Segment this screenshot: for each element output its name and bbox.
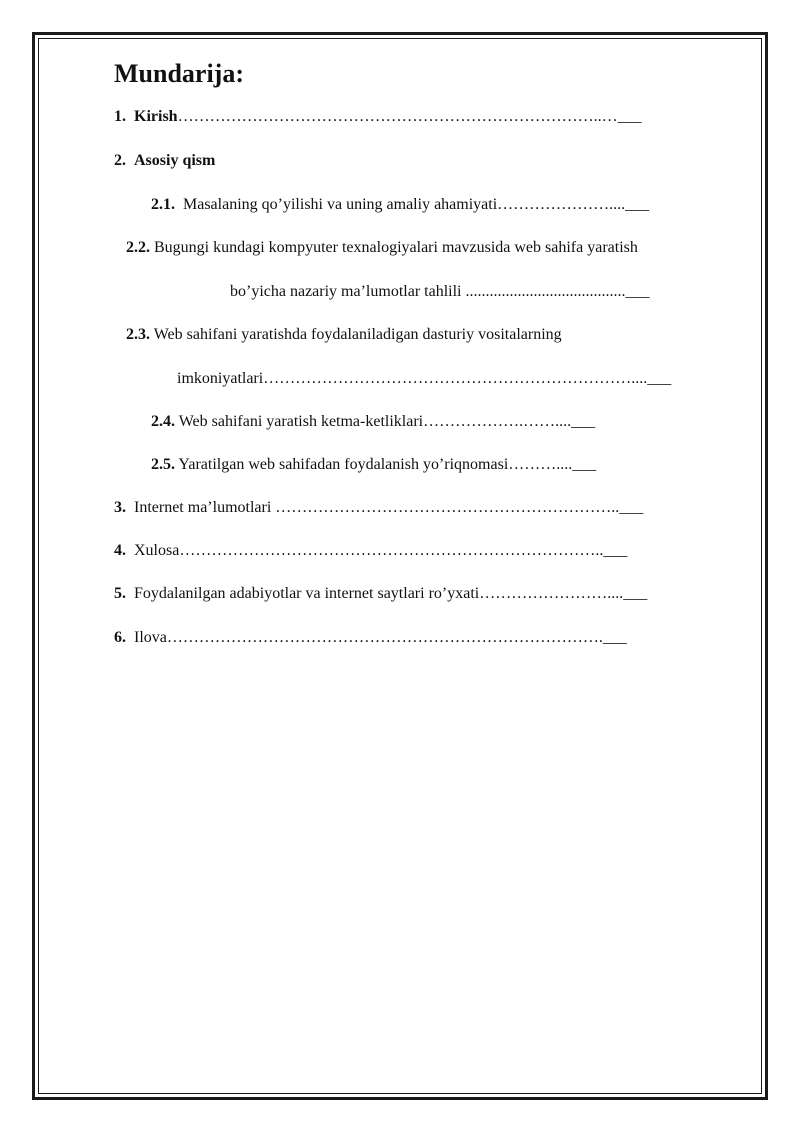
toc-entry-2-4[interactable] (151, 412, 595, 432)
toc-entry-label: Asosiy qism (134, 152, 216, 169)
toc-leader-dots: ………………………………………………………………………. (166, 629, 603, 646)
toc-leader-dots: ……………………………………………………………………..… (177, 108, 618, 125)
toc-entry-2-2[interactable] (126, 238, 638, 258)
toc-entry-number: 5. (114, 585, 126, 602)
toc-entry-label: Internet ma’lumotlari (134, 499, 272, 516)
toc-entry-2-5[interactable] (151, 455, 596, 475)
toc-page-blank: ___ (625, 283, 650, 300)
toc-entry-label: Web sahifani yaratish ketma-ketliklari (178, 413, 424, 430)
toc-leader-dots: ……………….…….... (423, 413, 572, 430)
toc-entry-2-3[interactable] (126, 325, 562, 345)
toc-entry-number: 4. (114, 542, 126, 559)
toc-leader-dots: ……………………………………………………….. (271, 499, 620, 516)
toc-page-blank: ___ (625, 196, 650, 213)
toc-entry-2-3-continued[interactable] (177, 369, 671, 389)
toc-page-blank: ___ (623, 585, 648, 602)
toc-entry-2-2-continued[interactable] (230, 282, 649, 302)
toc-page-blank: ___ (603, 542, 628, 559)
toc-entry-asosiy-qism[interactable] (114, 151, 215, 171)
toc-entry-kirish[interactable] (114, 107, 642, 127)
toc-page-blank: ___ (617, 108, 642, 125)
toc-leader-dots: …………………………………………………………………….. (179, 542, 604, 559)
toc-entry-xulosa[interactable] (114, 541, 627, 561)
toc-entry-number: 2.2. (126, 239, 150, 256)
toc-entry-label: Ilova (134, 629, 167, 646)
toc-entry-label: Xulosa (134, 542, 180, 559)
toc-entry-label-continued: imkoniyatlari (177, 370, 264, 387)
toc-page-blank: ___ (572, 456, 597, 473)
toc-leader-dots: …………………….... (479, 585, 624, 602)
toc-entry-internet[interactable] (114, 498, 643, 518)
toc-entry-number: 2. (114, 152, 126, 169)
toc-entry-label: Kirish (134, 108, 178, 125)
toc-leader-dots: ........................................ (465, 283, 626, 300)
toc-entry-label: Foydalanilgan adabiyotlar va internet saytlari ro’yxati (134, 585, 480, 602)
toc-entry-number: 2.5. (151, 456, 175, 473)
toc-entry-number: 6. (114, 629, 126, 646)
toc-entry-label: Web sahifani yaratishda foydalaniladigan dasturiy vositalarning (153, 326, 562, 343)
toc-entry-label: Masalaning qo’yilishi va uning amaliy ahamiyati (183, 196, 498, 213)
toc-entry-ilova[interactable] (114, 628, 627, 648)
toc-leader-dots: ……….... (508, 456, 573, 473)
toc-title: Mundarija: (114, 59, 244, 88)
toc-leader-dots: …………………………………………………………….... (263, 370, 648, 387)
toc-entry-number: 2.4. (151, 413, 175, 430)
toc-page-blank: ___ (571, 413, 596, 430)
toc-page-blank: ___ (602, 629, 627, 646)
toc-entry-adabiyotlar[interactable] (114, 584, 647, 604)
toc-entry-label: Yaratilgan web sahifadan foydalanish yo’riqnomasi (178, 456, 509, 473)
toc-entry-label-continued: bo’yicha nazariy ma’lumotlar tahlili (230, 283, 462, 300)
toc-leader-dots: ………………….... (497, 196, 626, 213)
toc-page-blank: ___ (619, 499, 644, 516)
toc-entry-number: 2.3. (126, 326, 150, 343)
toc-entry-2-1[interactable] (151, 195, 649, 215)
toc-entry-number: 2.1. (151, 196, 175, 213)
toc-entry-label: Bugungi kundagi kompyuter texnalogiyalari mavzusida web sahifa yaratish (154, 239, 638, 256)
toc-entry-number: 1. (114, 108, 126, 125)
toc-entry-number: 3. (114, 499, 126, 516)
toc-page-blank: ___ (647, 370, 672, 387)
